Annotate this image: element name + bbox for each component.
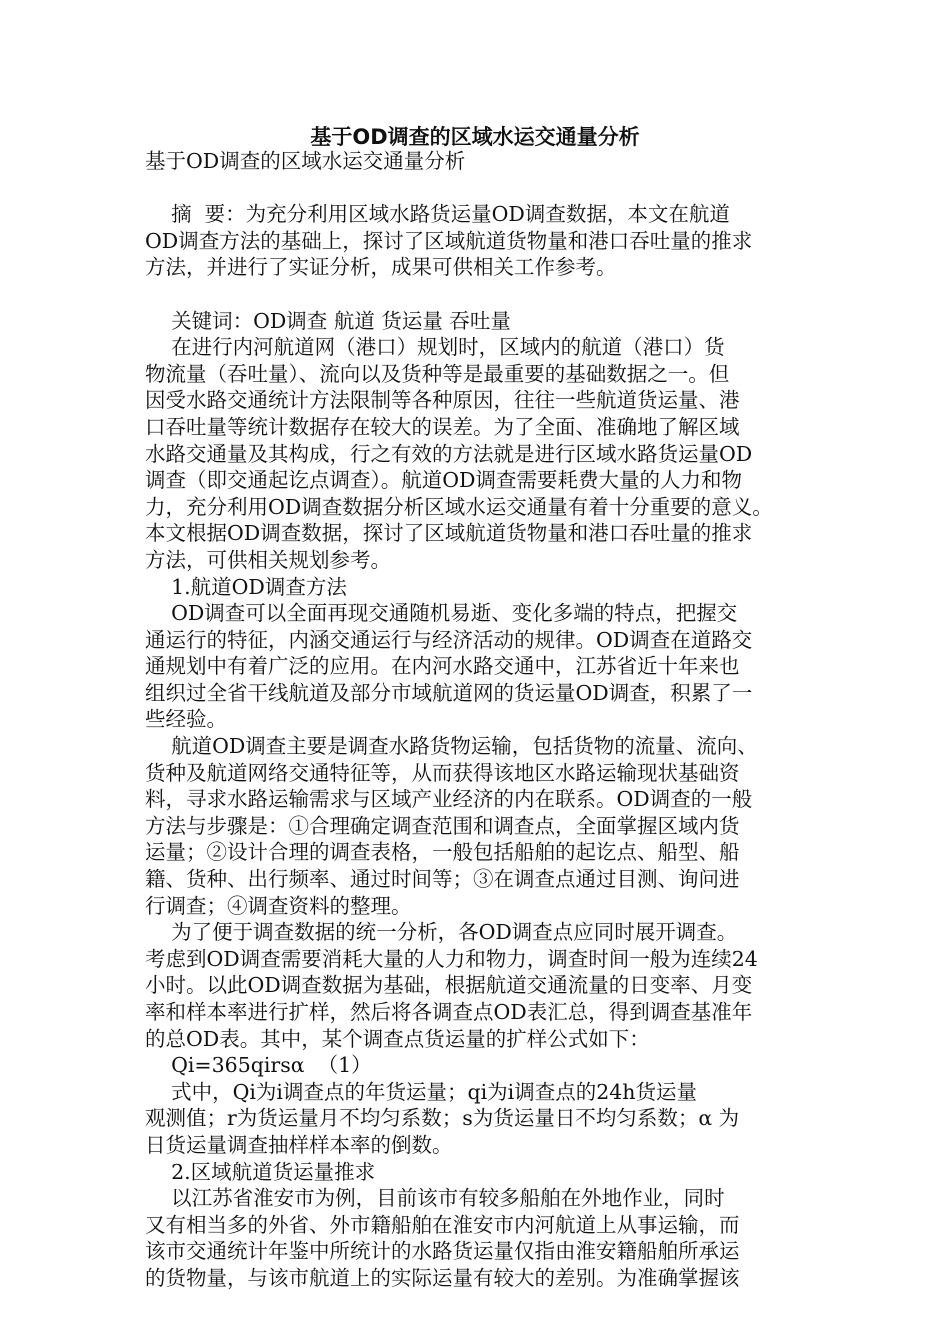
text-line: 口吞吐量等统计数据存在较大的误差。为了全面、准确地了解区域 [145,414,740,439]
text-line: 方法，可供相关规划参考。 [145,547,391,572]
text-line: 率和样本率进行扩样，然后将各调查点OD表汇总，得到调查基准年 [145,1000,753,1024]
text-line: 调查（即交通起讫点调查）。航道OD调查需要耗费大量的人力和物 [145,468,742,493]
text-line: 籍、货种、出行频率、通过时间等；③在调查点通过目测、询问进 [145,867,740,892]
text-line: 组织过全省干线航道及部分市域航道网的货运量OD调查，积累了一 [145,680,753,705]
text-line: 因受水路交通统计方法限制等各种原因，往往一些航道货运量、港 [145,388,740,413]
text-line: 些经验。 [145,707,227,732]
text-line: 小时。以此OD调查数据为基础，根据航道交通流量的日变率、月变 [145,973,753,998]
text-line: 货种及航道网络交通特征等，从而获得该地区水路运输现状基础资 [145,760,740,785]
text-line: 考虑到OD调查需要消耗大量的人力和物力，调查时间一般为连续24 [145,946,758,971]
blank-line [145,175,817,202]
text-line: 本文根据OD调查数据，探讨了区域航道货物量和港口吞吐量的推求 [145,521,753,546]
blank-line [145,281,817,308]
text-line: 以江苏省淮安市为例，目前该市有较多船舶在外地作业，同时 [145,1186,725,1211]
text-line: 通运行的特征，内涵交通运行与经济活动的规律。OD调查在道路交 [145,627,753,652]
text-line: 为了便于调查数据的统一分析，各OD调查点应同时展开调查。 [145,920,738,945]
document-body [145,148,817,1292]
text-line: 2.区域航道货运量推求 [145,1159,376,1184]
text-line: 的货物量，与该市航道上的实际运量有较大的差别。为准确掌握该 [145,1265,740,1290]
text-line: Qi=365qirsα （1） [145,1053,372,1078]
text-line: 在进行内河航道网（港口）规划时，区域内的航道（港口）货 [145,335,725,360]
text-line: 通规划中有着广泛的应用。在内河水路交通中，江苏省近十年来也 [145,654,740,679]
text-line: 关键词：OD调查 航道 货运量 吞吐量 [145,308,511,333]
text-line: 的总OD表。其中，某个调查点货运量的扩样公式如下： [145,1026,650,1051]
text-line: 基于OD调查的区域水运交通量分析 [145,149,466,173]
text-line: 物流量（吞吐量）、流向以及货种等是最重要的基础数据之一。但 [145,361,730,386]
text-line: 料，寻求水路运输需求与区域产业经济的内在联系。OD调查的一般 [145,787,753,812]
text-line: 观测值；r为货运量月不均匀系数；s为货运量日不均匀系数；α 为 [145,1106,740,1131]
text-line: OD调查可以全面再现交通随机易逝、变化多端的特点，把握交 [145,601,738,626]
text-line: 运量；②设计合理的调查表格，一般包括船舶的起讫点、船型、船 [145,840,740,865]
text-line: 1.航道OD调查方法 [145,574,347,599]
text-line: 日货运量调查抽样样本率的倒数。 [145,1132,453,1157]
text-line: 水路交通量及其构成，行之有效的方法就是进行区域水路货运量OD [145,441,753,466]
text-line: 航道OD调查主要是调查水路货物运输，包括货物的流量、流向、 [145,734,758,759]
text-line: 该市交通统计年鉴中所统计的水路货运量仅指由淮安籍船舶所承运 [145,1239,740,1264]
document-title: 基于OD调查的区域水运交通量分析 [310,125,640,149]
text-line: OD调查方法的基础上，探讨了区域航道货物量和港口吞吐量的推求 [145,228,753,253]
text-line: 行调查；④调查资料的整理。 [145,893,412,918]
text-line: 又有相当多的外省、外市籍船舶在淮安市内河航道上从事运输，而 [145,1212,740,1237]
text-line: 式中，Qi为i调查点的年货运量；qi为i调查点的24h货运量 [145,1079,698,1104]
text-line: 方法，并进行了实证分析，成果可供相关工作参考。 [145,255,617,280]
text-line: 方法与步骤是：①合理确定调查范围和调查点，全面掌握区域内货 [145,813,740,838]
text-line: 摘 要：为充分利用区域水路货运量OD调查数据，本文在航道 [145,202,730,227]
text-line: 力，充分利用OD调查数据分析区域水运交通量有着十分重要的意义。 [145,494,773,519]
